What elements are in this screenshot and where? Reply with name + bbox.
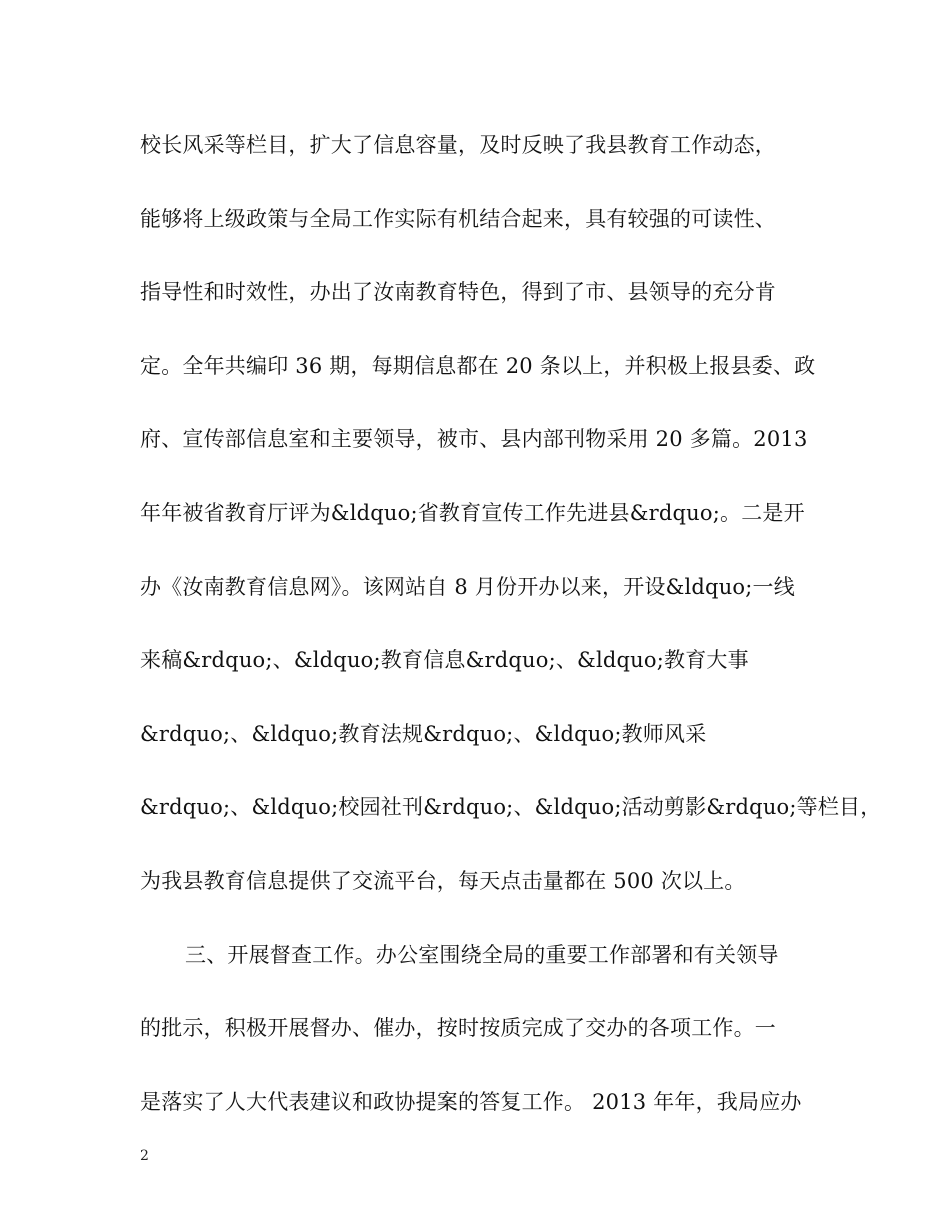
- paragraph-start-line: 三、开展督查工作。办公室围绕全局的重要工作部署和有关领导: [185, 942, 779, 967]
- text-line: 定。全年共编印 36 期，每期信息都在 20 条以上，并积极上报县委、政: [140, 353, 816, 378]
- text-line: 校长风采等栏目，扩大了信息容量，及时反映了我县教育工作动态，: [140, 133, 776, 157]
- text-line: &rdquo;、&ldquo;教育法规&rdquo;、&ldquo;教师风采: [140, 721, 707, 746]
- text-line: 能够将上级政策与全局工作实际有机结合起来，具有较强的可读性、: [140, 206, 776, 231]
- page-number: 2: [140, 1148, 149, 1164]
- text-line: 办《汝南教育信息网》。该网站自 8 月份开办以来，开设&ldquo;一线: [140, 574, 795, 599]
- text-line: 府、宣传部信息室和主要领导，被市、县内部刊物采用 20 多篇。2013: [140, 427, 808, 452]
- text-line: &rdquo;、&ldquo;校园社刊&rdquo;、&ldquo;活动剪影&rdquo;等栏目，: [140, 795, 882, 820]
- text-line: 年年被省教育厅评为&ldquo;省教育宣传工作先进县&rdquo;。二是开: [140, 500, 805, 525]
- text-line: 为我县教育信息提供了交流平台，每天点击量都在 500 次以上。: [140, 868, 746, 893]
- text-line: 来稿&rdquo;、&ldquo;教育信息&rdquo;、&ldquo;教育大事: [140, 648, 749, 673]
- text-line: 的批示，积极开展督办、催办，按时按质完成了交办的各项工作。一: [140, 1016, 776, 1041]
- text-line: 是落实了人大代表建议和政协提案的答复工作。 2013 年年，我局应办: [140, 1089, 802, 1114]
- text-line: 指导性和时效性，办出了汝南教育特色，得到了市、县领导的充分肯: [140, 280, 776, 305]
- body-text: [140, 126, 882, 1156]
